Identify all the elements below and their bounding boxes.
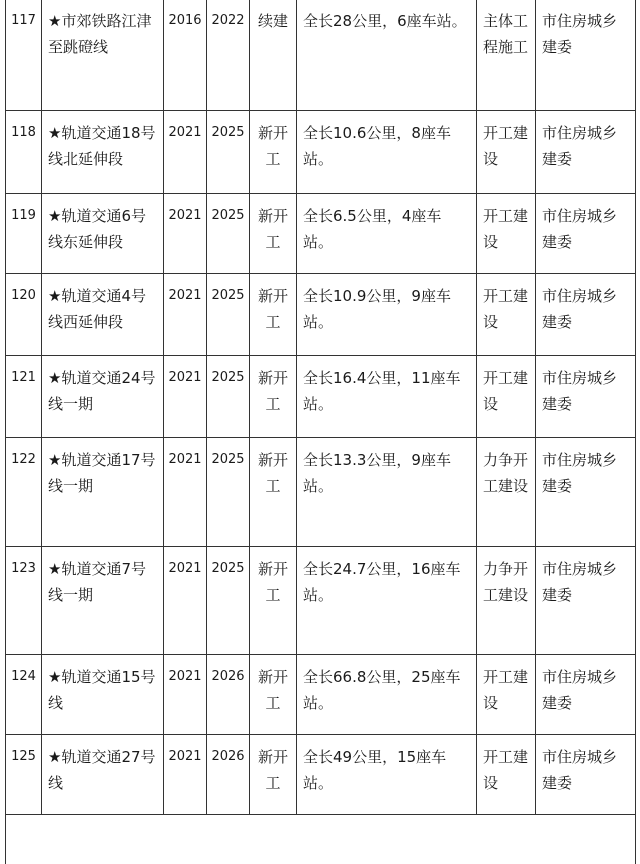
annual-goal: 力争开工建设 [477,547,536,655]
table-row [6,547,636,655]
project-content: 全长6.5公里，4座车站。 [297,194,477,274]
row-number: 118 [6,111,42,194]
project-name: ★轨道交通17号线一期 [42,438,164,547]
table-row [6,274,636,356]
annual-goal: 开工建设 [477,735,536,815]
table-body [6,0,636,864]
table-row [6,655,636,735]
end-year: 2025 [207,111,250,194]
project-content: 全长66.8公里，25座车站。 [297,655,477,735]
project-content: 全长10.9公里，9座车站。 [297,274,477,356]
start-year: 2021 [164,194,207,274]
partial-row-cell [6,815,636,864]
project-name: ★轨道交通15号线 [42,655,164,735]
project-content: 全长49公里，15座车站。 [297,735,477,815]
annual-goal: 主体工程施工 [477,0,536,111]
project-name: ★市郊铁路江津至跳磴线 [42,0,164,111]
end-year: 2025 [207,356,250,438]
row-number: 124 [6,655,42,735]
annual-goal: 开工建设 [477,194,536,274]
annual-goal: 开工建设 [477,274,536,356]
row-number: 120 [6,274,42,356]
responsible-unit: 市住房城乡建委 [536,438,636,547]
annual-goal: 开工建设 [477,655,536,735]
start-year: 2021 [164,111,207,194]
project-table [5,0,636,864]
project-name: ★轨道交通4号线西延伸段 [42,274,164,356]
build-type: 新开工 [250,547,297,655]
start-year: 2021 [164,274,207,356]
project-name: ★轨道交通27号线 [42,735,164,815]
row-number: 121 [6,356,42,438]
responsible-unit: 市住房城乡建委 [536,0,636,111]
responsible-unit: 市住房城乡建委 [536,111,636,194]
responsible-unit: 市住房城乡建委 [536,735,636,815]
table-row [6,194,636,274]
build-type: 新开工 [250,735,297,815]
project-name: ★轨道交通6号线东延伸段 [42,194,164,274]
build-type: 续建 [250,0,297,111]
end-year: 2026 [207,735,250,815]
start-year: 2021 [164,438,207,547]
project-content: 全长13.3公里，9座车站。 [297,438,477,547]
start-year: 2021 [164,356,207,438]
start-year: 2021 [164,655,207,735]
table-row-partial [6,815,636,864]
project-content: 全长10.6公里，8座车站。 [297,111,477,194]
table-row [6,438,636,547]
project-name: ★轨道交通7号线一期 [42,547,164,655]
start-year: 2021 [164,735,207,815]
end-year: 2025 [207,438,250,547]
project-content: 全长24.7公里，16座车站。 [297,547,477,655]
table-row [6,735,636,815]
responsible-unit: 市住房城乡建委 [536,274,636,356]
row-number: 122 [6,438,42,547]
annual-goal: 力争开工建设 [477,438,536,547]
build-type: 新开工 [250,438,297,547]
end-year: 2025 [207,274,250,356]
end-year: 2026 [207,655,250,735]
build-type: 新开工 [250,111,297,194]
project-content: 全长28公里，6座车站。 [297,0,477,111]
row-number: 119 [6,194,42,274]
build-type: 新开工 [250,194,297,274]
project-content: 全长16.4公里，11座车站。 [297,356,477,438]
row-number: 123 [6,547,42,655]
responsible-unit: 市住房城乡建委 [536,356,636,438]
end-year: 2025 [207,547,250,655]
row-number: 125 [6,735,42,815]
responsible-unit: 市住房城乡建委 [536,547,636,655]
responsible-unit: 市住房城乡建委 [536,194,636,274]
start-year: 2016 [164,0,207,111]
table-row [6,356,636,438]
build-type: 新开工 [250,655,297,735]
start-year: 2021 [164,547,207,655]
table-row [6,0,636,111]
build-type: 新开工 [250,356,297,438]
table-row [6,111,636,194]
end-year: 2022 [207,0,250,111]
end-year: 2025 [207,194,250,274]
project-name: ★轨道交通18号线北延伸段 [42,111,164,194]
project-name: ★轨道交通24号线一期 [42,356,164,438]
responsible-unit: 市住房城乡建委 [536,655,636,735]
annual-goal: 开工建设 [477,111,536,194]
build-type: 新开工 [250,274,297,356]
annual-goal: 开工建设 [477,356,536,438]
row-number: 117 [6,0,42,111]
